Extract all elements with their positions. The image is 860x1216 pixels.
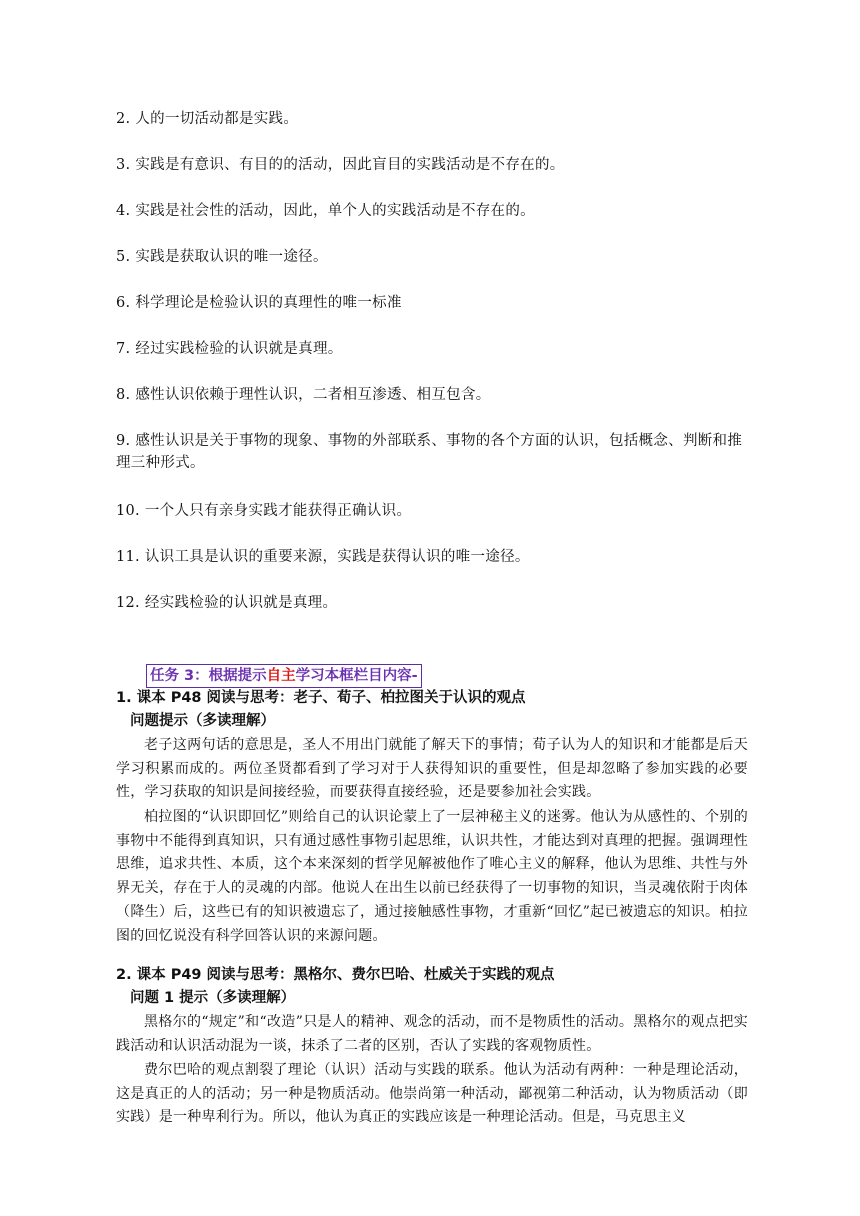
statement-5: 5. 实践是获取认识的唯一途径。 [116, 249, 328, 265]
statement-11: 11. 认识工具是认识的重要来源，实践是获得认识的唯一途径。 [116, 549, 530, 565]
task-title-rest: 学习本框栏目内容- [295, 668, 418, 684]
statement-12: 12. 经实践检验的认识就是真理。 [116, 595, 338, 611]
statement-7: 7. 经过实践检验的认识就是真理。 [116, 341, 343, 357]
section-1-heading: 1. 课本 P48 阅读与思考：老子、荀子、柏拉图关于认识的观点 [116, 690, 526, 706]
task-highlight: 自主 [266, 668, 296, 684]
section-1-paragraph-1: 老子这两句话的意思是，圣人不用出门就能了解天下的事情；荀子认为人的知识和才能都是后天学习积累而成的。两位圣贤都看到了学习对于人获得知识的重要性，但是却忽略了参加实践的必要性，学习获取的知识是间接经验，而要获得直接经验，还是要参加社会实践。 [116, 737, 748, 801]
section-1-paragraph-2: 柏拉图的“认识即回忆”则给自己的认识论蒙上了一层神秘主义的迷雾。他认为从感性的、个别的事物中不能得到真知识，只有通过感性事物引起思维，认识共性，才能达到对真理的把握。强调理性思维，追求共性、本质，这个本来深刻的哲学见解被他作了唯心主义的解释，他认为思维、共性与外界无关，存在于人的灵魂的内部。他说人在出生以前已经获得了一切事物的知识，当灵魂依附于肉体（降生）后，这些已有的知识被遗忘了，通过接触感性事物，才重新“回忆”起已被遗忘的知识。柏拉图的回忆说没有科学回答认识的来源问题。 [116, 809, 748, 944]
statement-3: 3. 实践是有意识、有目的的活动，因此盲目的实践活动是不存在的。 [116, 157, 565, 173]
statement-10: 10. 一个人只有亲身实践才能获得正确认识。 [116, 503, 412, 519]
section-2-paragraph-2: 费尔巴哈的观点割裂了理论（认识）活动与实践的联系。他认为活动有两种：一种是理论活动，这是真正的人的活动；另一种是物质活动。他崇尚第一种活动，鄙视第二种活动，认为物质活动（即实践）是一种卑利行为。所以，他认为真正的实践应该是一种理论活动。但是，马克思主义 [116, 1062, 748, 1126]
task-3-heading-box [146, 664, 422, 688]
section-2-heading: 2. 课本 P49 阅读与思考：黑格尔、费尔巴哈、杜威关于实践的观点 [116, 967, 555, 983]
statement-8: 8. 感性认识依赖于理性认识，二者相互渗透、相互包含。 [116, 387, 491, 403]
section-2-paragraph-1: 黑格尔的“规定”和“改造”只是人的精神、观念的活动，而不是物质性的活动。黑格尔的观点把实践活动和认识活动混为一谈，抹杀了二者的区别，否认了实践的客观物质性。 [116, 1014, 748, 1054]
task-title-part: 任务 3：根据提示 [150, 668, 267, 684]
statement-9: 9. 感性认识是关于事物的现象、事物的外部联系、事物的各个方面的认识，包括概念、判断和推理三种形式。 [116, 433, 743, 471]
section-1-hint: 问题提示（多读理解） [130, 713, 275, 729]
statement-2: 2. 人的一切活动都是实践。 [116, 111, 299, 127]
statement-4: 4. 实践是社会性的活动，因此，单个人的实践活动是不存在的。 [116, 203, 535, 219]
statement-6: 6. 科学理论是检验认识的真理性的唯一标准 [116, 295, 402, 311]
section-2-hint: 问题 1 提示（多读理解） [130, 990, 296, 1006]
